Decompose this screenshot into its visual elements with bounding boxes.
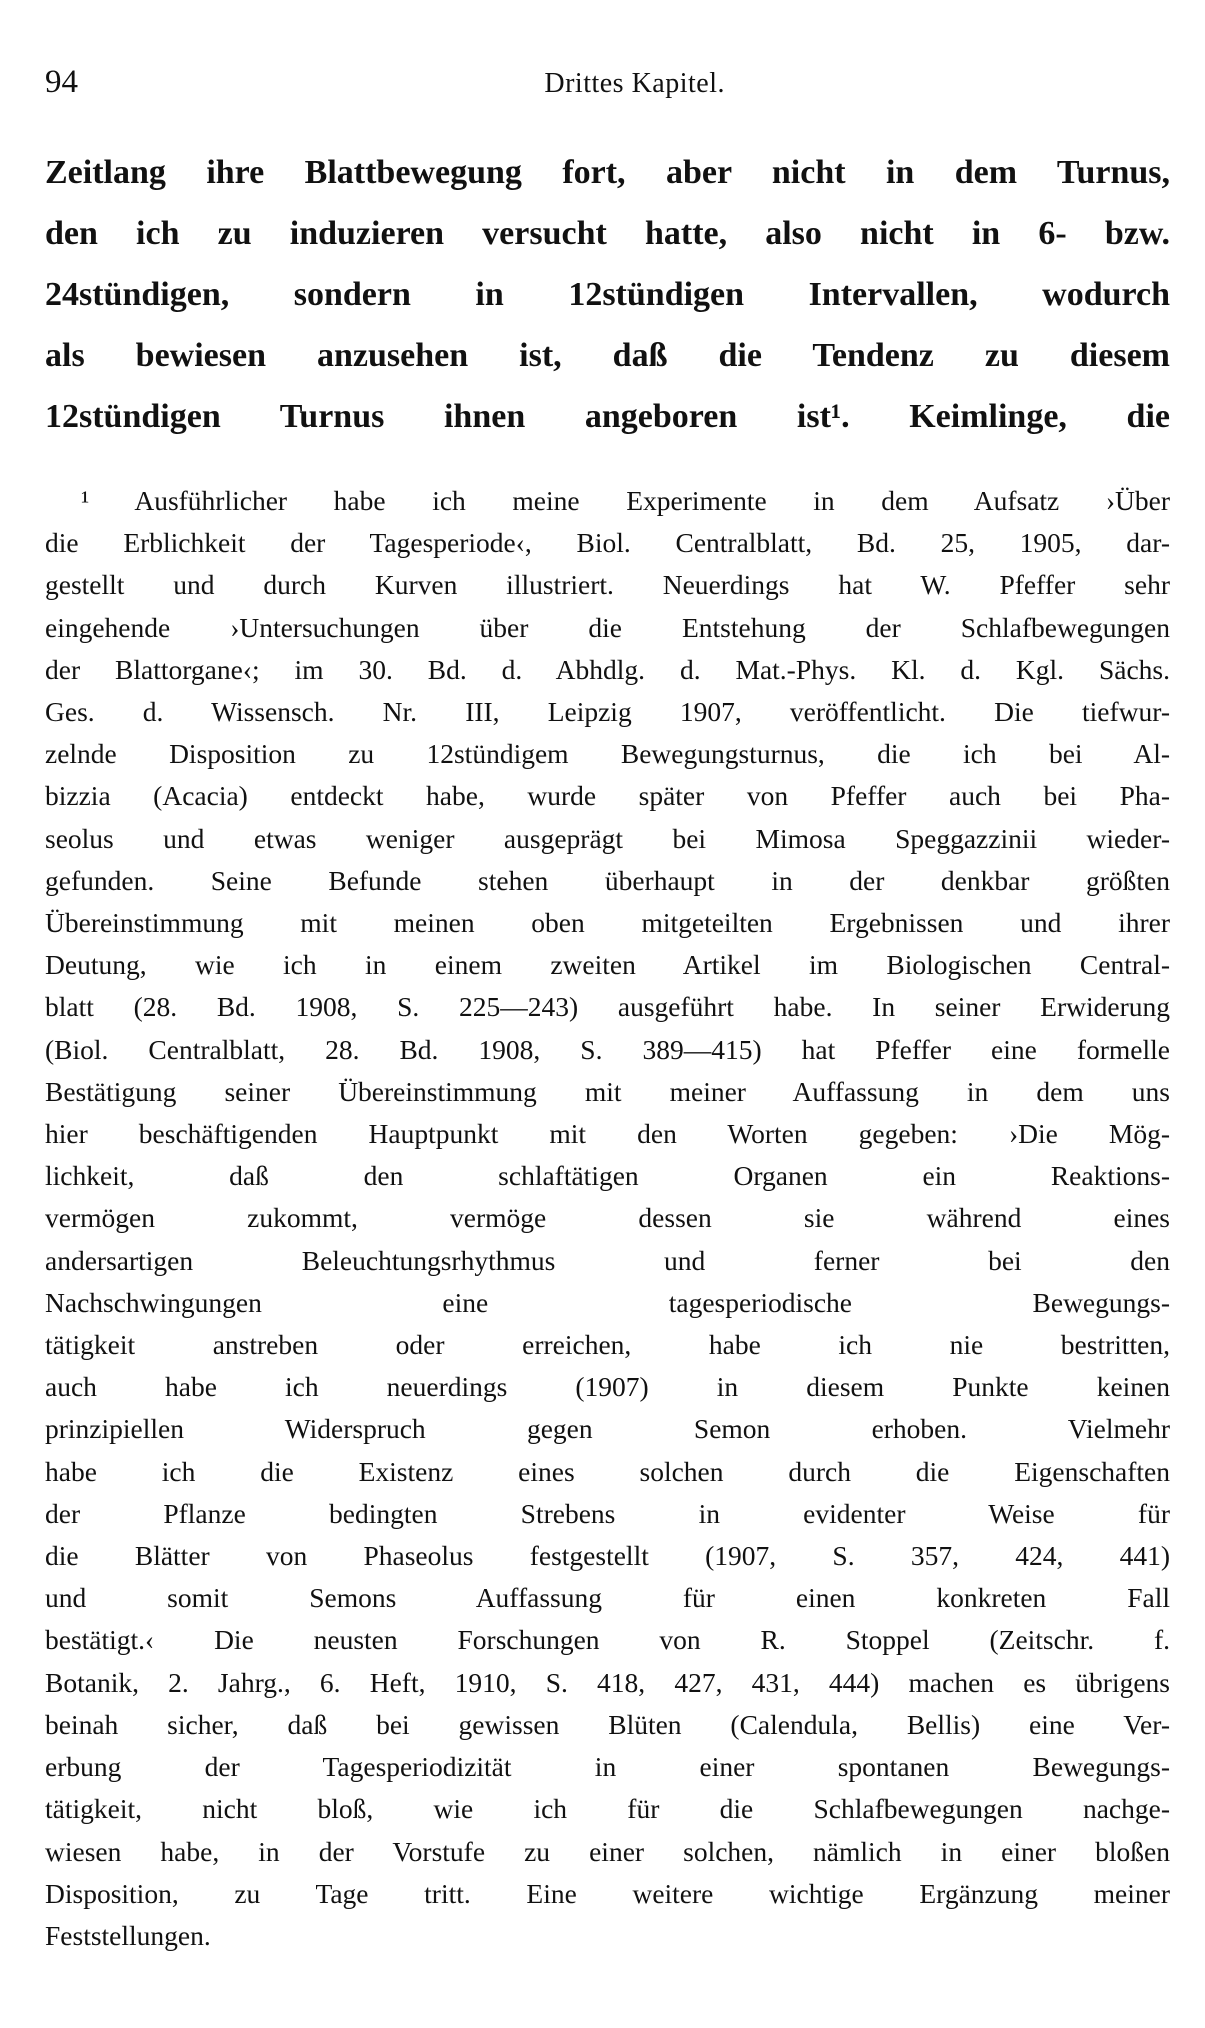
- footnote-line: Ges. d. Wissensch. Nr. III, Leipzig 1907, veröffentlicht. Die tiefwur-: [45, 696, 1170, 728]
- footnote-line: gestellt und durch Kurven illustriert. Neuerdings hat W. Pfeffer sehr: [45, 569, 1170, 601]
- footnote-line: seolus und etwas weniger ausgeprägt bei Mimosa Speggazzinii wieder-: [45, 822, 1170, 854]
- footnote-line: wiesen habe, in der Vorstufe zu einer solchen, nämlich in einer bloßen: [45, 1835, 1170, 1867]
- footnote-line: Bestätigung seiner Übereinstimmung mit meiner Auffassung in dem uns: [45, 1075, 1170, 1107]
- footnote-line: vermögen zukommt, vermöge dessen sie während eines: [45, 1202, 1170, 1234]
- footnote-line: Feststellungen.: [45, 1919, 211, 1951]
- footnote-line: die Blätter von Phaseolus festgestellt (1907, S. 357, 424, 441): [45, 1540, 1170, 1572]
- footnote-line: tätigkeit, nicht bloß, wie ich für die Schlafbewegungen nachge-: [45, 1793, 1170, 1825]
- footnote-line: (Biol. Centralblatt, 28. Bd. 1908, S. 389—415) hat Pfeffer eine formelle: [45, 1033, 1170, 1065]
- footnote-line: und somit Semons Auffassung für einen konkreten Fall: [45, 1582, 1170, 1614]
- footnote-line: Nachschwingungen eine tagesperiodische Bewegungs-: [45, 1286, 1170, 1318]
- footnote-line: blatt (28. Bd. 1908, S. 225—243) ausgeführt habe. In seiner Erwiderung: [45, 991, 1170, 1023]
- footnote-line: prinzipiellen Widerspruch gegen Semon erhoben. Vielmehr: [45, 1413, 1170, 1445]
- main-text-line: 12stündigen Turnus ihnen angeboren ist¹. Keimlinge, die: [45, 398, 1170, 435]
- footnote-line: habe ich die Existenz eines solchen durch die Eigenschaften: [45, 1455, 1170, 1487]
- page-number: 94: [45, 64, 78, 100]
- footnote-line: Disposition, zu Tage tritt. Eine weitere wichtige Ergänzung meiner: [45, 1877, 1170, 1909]
- footnote-line: hier beschäftigenden Hauptpunkt mit den Worten gegeben: ›Die Mög-: [45, 1118, 1170, 1150]
- footnote-line: Übereinstimmung mit meinen oben mitgeteilten Ergebnissen und ihrer: [45, 907, 1170, 939]
- footnote-line: auch habe ich neuerdings (1907) in diesem Punkte keinen: [45, 1371, 1170, 1403]
- footnote-line: gefunden. Seine Befunde stehen überhaupt in der denkbar größten: [45, 864, 1170, 896]
- main-text-line: 24stündigen, sondern in 12stündigen Intervallen, wodurch: [45, 276, 1170, 313]
- footnote-line: lichkeit, daß den schlaftätigen Organen ein Reaktions-: [45, 1160, 1170, 1192]
- footnote-line: tätigkeit anstreben oder erreichen, habe ich nie bestritten,: [45, 1329, 1170, 1361]
- footnote-line: andersartigen Beleuchtungsrhythmus und ferner bei den: [45, 1244, 1170, 1276]
- page-header: [45, 64, 1170, 108]
- footnote-line: bestätigt.‹ Die neusten Forschungen von R. Stoppel (Zeitschr. f.: [45, 1624, 1170, 1656]
- footnote-line: Botanik, 2. Jahrg., 6. Heft, 1910, S. 418, 427, 431, 444) machen es übrigens: [45, 1666, 1170, 1698]
- footnote-line: beinah sicher, daß bei gewissen Blüten (Calendula, Bellis) eine Ver-: [45, 1708, 1170, 1740]
- running-head: Drittes Kapitel.: [544, 68, 725, 99]
- footnote-line: eingehende ›Untersuchungen über die Entstehung der Schlafbewegungen: [45, 611, 1170, 643]
- footnote-line: Deutung, wie ich in einem zweiten Artikel im Biologischen Central-: [45, 949, 1170, 981]
- footnote-line: die Erblichkeit der Tagesperiode‹, Biol. Centralblatt, Bd. 25, 1905, dar-: [45, 527, 1170, 559]
- footnote: [45, 480, 1170, 1957]
- main-text-line: Zeitlang ihre Blattbewegung fort, aber nicht in dem Turnus,: [45, 154, 1170, 191]
- footnote-line: ¹ Ausführlicher habe ich meine Experimente in dem Aufsatz ›Über: [81, 485, 1170, 516]
- footnote-line: zelnde Disposition zu 12stündigem Bewegungsturnus, die ich bei Al-: [45, 738, 1170, 770]
- main-text-line: den ich zu induzieren versucht hatte, also nicht in 6- bzw.: [45, 215, 1170, 252]
- main-text: [45, 142, 1170, 447]
- main-text-line: als bewiesen anzusehen ist, daß die Tendenz zu diesem: [45, 337, 1170, 374]
- footnote-line: der Pflanze bedingten Strebens in evidenter Weise für: [45, 1497, 1170, 1529]
- footnote-line: der Blattorgane‹; im 30. Bd. d. Abhdlg. d. Mat.-Phys. Kl. d. Kgl. Sächs.: [45, 653, 1170, 685]
- footnote-line: bizzia (Acacia) entdeckt habe, wurde später von Pfeffer auch bei Pha-: [45, 780, 1170, 812]
- footnote-line: erbung der Tagesperiodizität in einer spontanen Bewegungs-: [45, 1751, 1170, 1783]
